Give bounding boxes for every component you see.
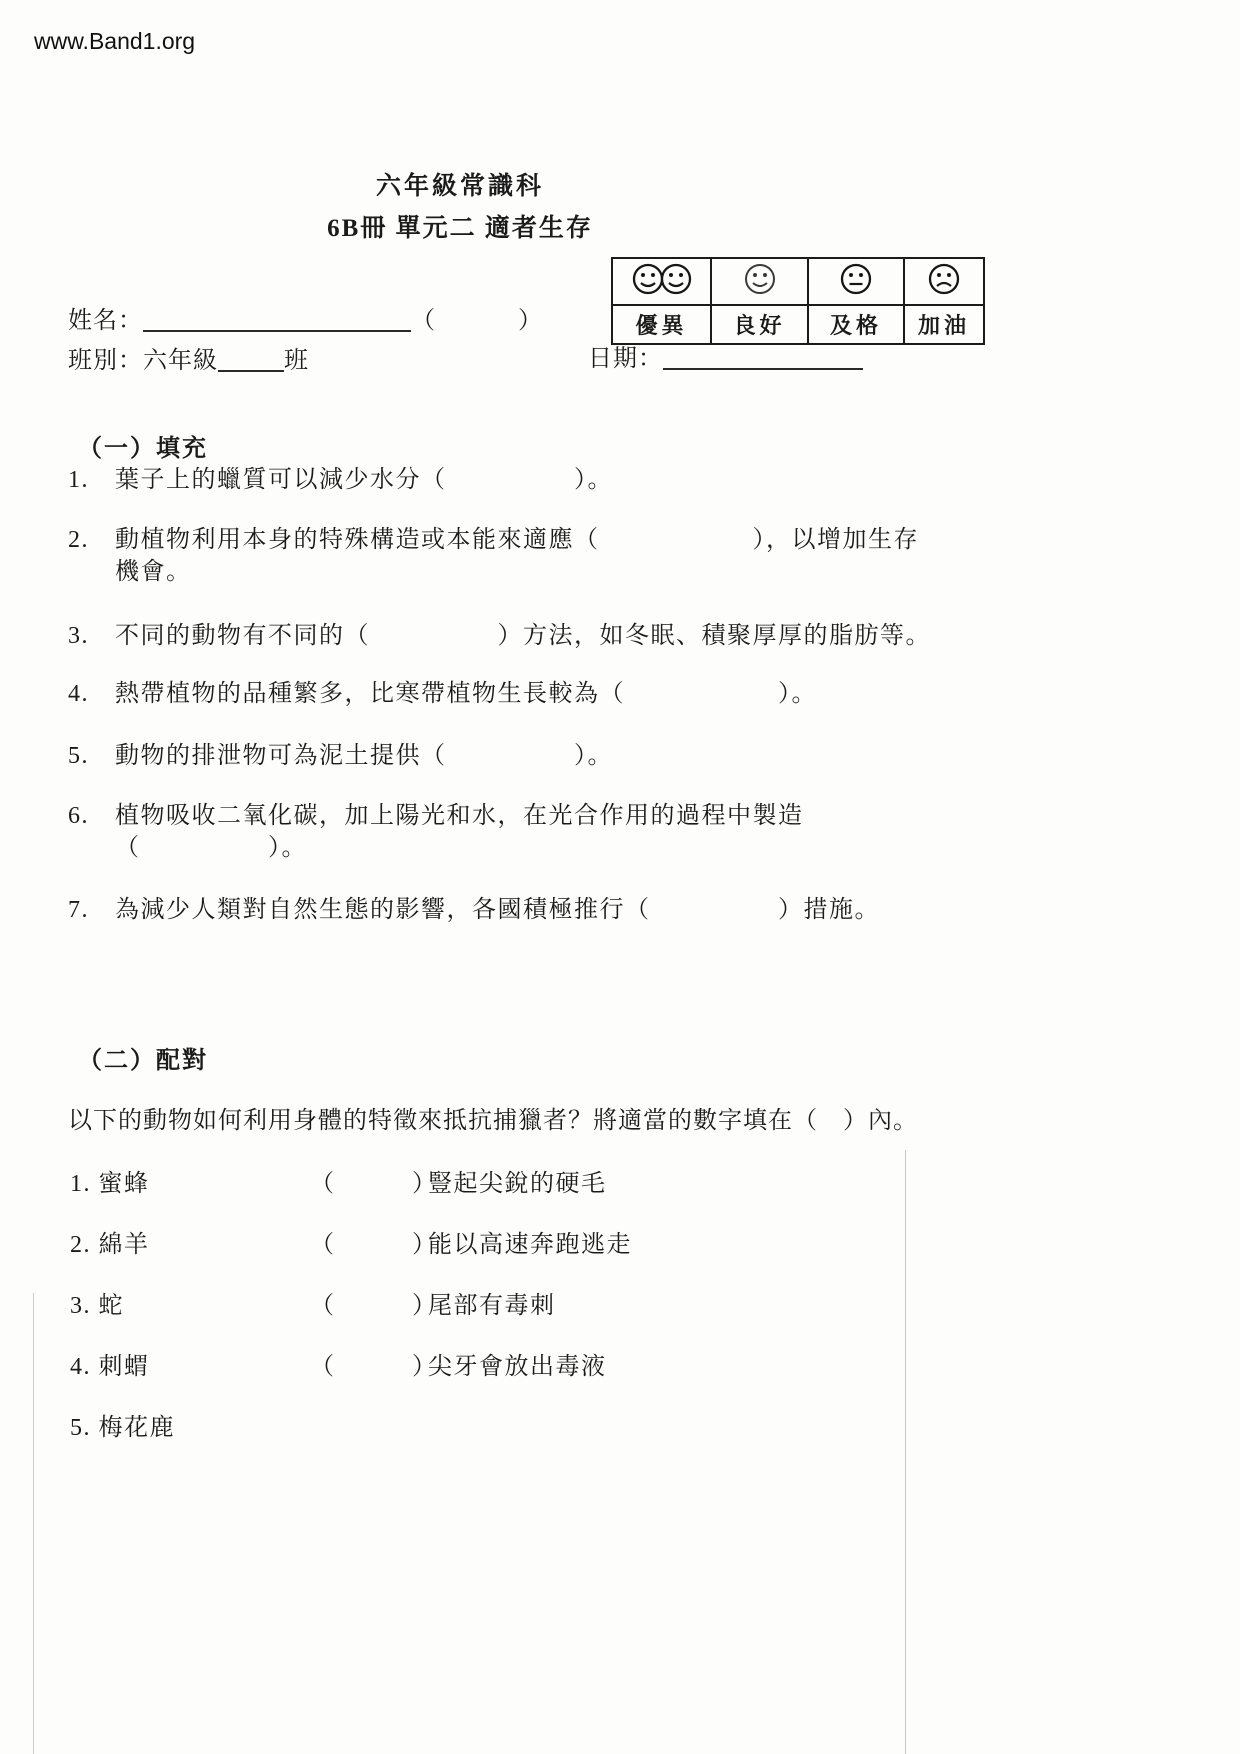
match-animal	[70, 1163, 310, 1198]
match-animal-name: 綿羊	[98, 1232, 150, 1258]
question-line-1: 植物吸收二氧化碳，加上陽光和水，在光合作用的過程中製造	[115, 803, 804, 829]
question-number: 3.	[68, 623, 89, 649]
match-item-1	[70, 1163, 1130, 1198]
match-answer-bracket	[310, 1407, 428, 1442]
name-blank-line	[143, 306, 411, 332]
grade-label-excellent: 優異	[612, 305, 711, 344]
match-feature-text: 尾部有毒刺	[428, 1293, 556, 1319]
grade-cell-good-icon	[711, 258, 808, 305]
question-text: 熱帶植物的品種繁多，比寒帶植物生長較為（ ）。	[115, 681, 817, 707]
question-text: 動物的排泄物可為泥土提供（ ）。	[115, 743, 613, 769]
class-field-row	[68, 340, 309, 375]
question-text: 為減少人類對自然生態的影響，各國積極推行（ ）措施。	[115, 897, 880, 923]
double-smiley-face-icon	[634, 284, 690, 301]
grade-cell-effort-icon	[904, 258, 984, 305]
match-number: 5.	[70, 1415, 91, 1441]
worksheet-title	[260, 166, 660, 244]
question-line-2: （ ）。	[115, 835, 307, 861]
neutral-face-icon	[838, 284, 874, 301]
question-number: 5.	[68, 743, 89, 769]
fill-question-7	[68, 894, 1148, 926]
match-feature-text	[428, 1407, 1130, 1442]
question-text	[115, 800, 1148, 864]
grade-label-good: 良好	[711, 305, 808, 344]
grade-rating-table	[611, 257, 985, 345]
match-item-5	[70, 1407, 1130, 1442]
question-number: 2.	[68, 527, 89, 553]
sad-face-icon	[926, 284, 962, 301]
scan-artifact-right-line	[905, 1150, 906, 1754]
section-match-heading: （二）配對	[78, 1048, 208, 1074]
grade-label-pass: 及格	[808, 305, 904, 344]
question-number: 1.	[68, 467, 89, 493]
match-animal-name: 梅花鹿	[98, 1415, 175, 1441]
name-field-row	[68, 300, 543, 335]
unit-title: 6B冊 單元二 適者生存	[327, 215, 593, 242]
match-answer-bracket: （ ）	[310, 1293, 438, 1319]
fill-question-3	[68, 620, 1148, 652]
match-feature-text: 尖牙會放出毒液	[428, 1354, 607, 1380]
match-feature-text: 能以高速奔跑逃走	[428, 1232, 632, 1258]
match-animal	[70, 1224, 310, 1259]
question-number: 7.	[68, 897, 89, 923]
match-answer-bracket: （ ）	[310, 1171, 438, 1197]
match-animal	[70, 1285, 310, 1320]
fill-question-5	[68, 740, 1148, 772]
match-answer-bracket: （ ）	[310, 1232, 438, 1258]
match-item-2	[70, 1224, 1130, 1259]
question-number: 4.	[68, 681, 89, 707]
name-paren-open: （	[411, 308, 436, 334]
match-number: 1.	[70, 1171, 91, 1197]
grade-icons-row	[612, 258, 984, 305]
match-animal-name: 蜜蜂	[98, 1171, 150, 1197]
date-label: 日期：	[588, 346, 663, 372]
fill-question-4	[68, 678, 1148, 710]
class-label: 班別：六年級	[68, 348, 218, 374]
question-line-2: 機會。	[115, 559, 192, 585]
question-text: 不同的動物有不同的（ ）方法，如冬眠、積聚厚厚的脂肪等。	[115, 623, 931, 649]
grade-cell-excellent-icons	[612, 258, 711, 305]
question-number: 6.	[68, 803, 89, 829]
grade-cell-pass-icon	[808, 258, 904, 305]
question-text: 葉子上的蠟質可以減少水分（ ）。	[115, 467, 613, 493]
match-number: 4.	[70, 1354, 91, 1380]
match-animal	[70, 1346, 310, 1381]
match-item-4	[70, 1346, 1130, 1381]
smiley-face-icon	[742, 284, 778, 301]
fill-question-2	[68, 524, 1148, 588]
match-number: 3.	[70, 1293, 91, 1319]
name-label: 姓名：	[68, 308, 143, 334]
date-field-row	[588, 338, 863, 373]
site-watermark: www.Band1.org	[34, 28, 196, 54]
class-blank-line	[218, 346, 284, 372]
match-instruction: 以下的動物如何利用身體的特徵來抵抗捕獵者？將適當的數字填在（ ）內。	[68, 1108, 918, 1134]
question-line-1: 動植物利用本身的特殊構造或本能來適應（ ），以增加生存	[115, 527, 919, 553]
subject-title: 六年級常識科	[375, 173, 544, 200]
grade-label-effort: 加油	[904, 305, 984, 344]
class-suffix: 班	[284, 348, 309, 374]
question-text	[115, 524, 1148, 588]
match-item-3	[70, 1285, 1130, 1320]
name-paren-close: ）	[518, 308, 543, 334]
fill-question-6	[68, 800, 1148, 864]
date-blank-line	[663, 344, 863, 370]
match-answer-bracket: （ ）	[310, 1354, 438, 1380]
match-animal	[70, 1407, 310, 1442]
match-animal-name: 刺蝟	[98, 1354, 150, 1380]
scan-artifact-left-line	[33, 1293, 34, 1754]
section-fill-heading: （一）填充	[78, 436, 208, 462]
match-feature-text: 豎起尖銳的硬毛	[428, 1171, 607, 1197]
fill-question-1	[68, 464, 1148, 496]
match-animal-name: 蛇	[98, 1293, 124, 1319]
match-number: 2.	[70, 1232, 91, 1258]
